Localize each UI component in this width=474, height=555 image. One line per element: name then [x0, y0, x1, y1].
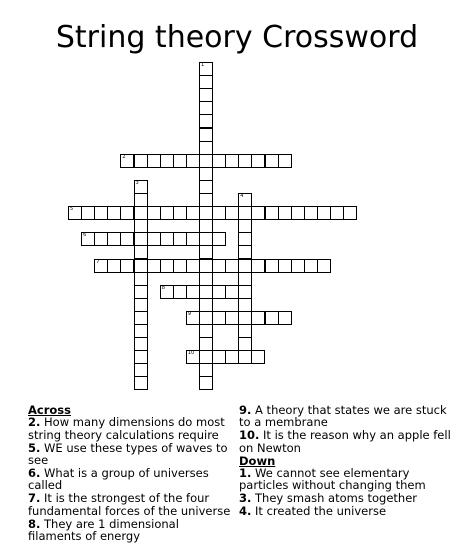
- clue-across-8[interactable]: [28, 518, 233, 543]
- cell-number: 7: [96, 258, 100, 265]
- grid-cell[interactable]: [278, 311, 292, 325]
- clue-text: How many dimensions do most string theory calculations require: [28, 415, 225, 442]
- grid-cell[interactable]: [238, 337, 252, 351]
- grid-cell[interactable]: [225, 311, 239, 325]
- grid-cell[interactable]: [304, 259, 318, 273]
- grid-cell[interactable]: [199, 337, 213, 351]
- grid-cell[interactable]: [134, 259, 148, 273]
- grid-cell[interactable]: [134, 206, 148, 220]
- grid-cell[interactable]: [291, 206, 305, 220]
- clue-number: 4.: [239, 504, 252, 519]
- clues-column-right: [239, 404, 454, 518]
- grid-cell[interactable]: [225, 206, 239, 220]
- clue-down-3[interactable]: [239, 492, 454, 504]
- clue-text: They smash atoms together: [255, 491, 418, 506]
- grid-cell[interactable]: [330, 206, 344, 220]
- grid-cell[interactable]: [199, 376, 213, 390]
- cell-number: 1: [201, 62, 205, 68]
- clue-text: They are 1 dimensional filaments of energy: [28, 516, 179, 544]
- grid-cell[interactable]: [199, 114, 213, 128]
- grid-cell[interactable]: [134, 193, 148, 207]
- grid-cell[interactable]: [199, 180, 213, 194]
- grid-cell[interactable]: [186, 350, 200, 364]
- grid-cell[interactable]: [251, 350, 265, 364]
- grid-cell[interactable]: [68, 206, 82, 220]
- cell-number: 2: [122, 153, 126, 160]
- grid-cell[interactable]: [186, 206, 200, 220]
- grid-cell[interactable]: [134, 350, 148, 364]
- clue-text: It is the reason why an apple fell on Newton: [239, 428, 451, 455]
- grid-cell[interactable]: [199, 167, 213, 181]
- grid-cell[interactable]: [265, 259, 279, 273]
- clue-number: 6.: [28, 466, 41, 481]
- grid-cell[interactable]: [160, 259, 174, 273]
- grid-cell[interactable]: [186, 285, 200, 299]
- clue-across-10[interactable]: [239, 429, 454, 454]
- clue-text: WE use these types of waves to see: [28, 440, 228, 468]
- grid-cell[interactable]: [199, 245, 213, 259]
- grid-cell[interactable]: [199, 324, 213, 338]
- grid-cell[interactable]: [238, 298, 252, 312]
- clue-across-7[interactable]: [28, 492, 233, 517]
- grid-cell[interactable]: [265, 154, 279, 168]
- cell-number: 5: [70, 206, 74, 213]
- grid-cell[interactable]: [265, 311, 279, 325]
- grid-cell[interactable]: [212, 350, 226, 364]
- grid-cell[interactable]: [134, 311, 148, 325]
- grid-cell[interactable]: [81, 206, 95, 220]
- grid-cell[interactable]: [134, 272, 148, 286]
- grid-cell[interactable]: [212, 154, 226, 168]
- grid-cell[interactable]: [134, 324, 148, 338]
- grid-cell[interactable]: [199, 154, 213, 168]
- grid-cell[interactable]: [212, 206, 226, 220]
- clue-text: A theory that states we are stuck to a membrane: [239, 403, 447, 430]
- grid-cell[interactable]: [317, 259, 331, 273]
- clue-number: 3.: [239, 491, 252, 506]
- clue-number: 9.: [239, 403, 252, 417]
- clue-number: 1.: [239, 466, 252, 481]
- grid-cell[interactable]: [186, 259, 200, 273]
- grid-cell[interactable]: [173, 154, 187, 168]
- grid-cell[interactable]: [225, 259, 239, 273]
- cell-number: 6: [83, 232, 87, 239]
- grid-cell[interactable]: [147, 154, 161, 168]
- grid-cell[interactable]: [107, 206, 121, 220]
- grid-cell[interactable]: [278, 206, 292, 220]
- grid-cell[interactable]: [120, 259, 134, 273]
- grid-cell[interactable]: [199, 141, 213, 155]
- grid-cell[interactable]: [134, 363, 148, 377]
- grid-cell[interactable]: [238, 272, 252, 286]
- grid-cell[interactable]: [199, 232, 213, 246]
- grid-cell[interactable]: [160, 154, 174, 168]
- cell-number: 8: [161, 284, 165, 291]
- clue-text: We cannot see elementary particles without changing them: [239, 466, 426, 493]
- grid-cell[interactable]: [238, 259, 252, 273]
- grid-cell[interactable]: [186, 311, 200, 325]
- grid-cell[interactable]: [81, 232, 95, 246]
- grid-cell[interactable]: [199, 193, 213, 207]
- grid-cell[interactable]: [199, 101, 213, 115]
- grid-cell[interactable]: [134, 285, 148, 299]
- grid-cell[interactable]: [147, 206, 161, 220]
- grid-cell[interactable]: [160, 206, 174, 220]
- clue-number: 2.: [28, 415, 41, 430]
- grid-cell[interactable]: [238, 232, 252, 246]
- grid-cell[interactable]: [199, 75, 213, 89]
- grid-cell[interactable]: [173, 206, 187, 220]
- grid-cell[interactable]: [186, 154, 200, 168]
- clue-across-9[interactable]: [239, 404, 454, 429]
- clue-text: What is a group of universes called: [28, 466, 209, 493]
- grid-cell[interactable]: [265, 206, 279, 220]
- clue-number: 7.: [28, 491, 41, 506]
- grid-cell[interactable]: [278, 259, 292, 273]
- clue-number: 8.: [28, 516, 41, 531]
- grid-cell[interactable]: [251, 206, 265, 220]
- clue-across-5[interactable]: [28, 442, 233, 467]
- grid-cell[interactable]: [212, 232, 226, 246]
- clue-down-4[interactable]: [239, 505, 454, 517]
- grid-cell[interactable]: [94, 206, 108, 220]
- grid-cell[interactable]: [147, 232, 161, 246]
- down-heading: Down: [239, 453, 276, 468]
- clue-across-2[interactable]: [28, 416, 233, 441]
- grid-cell[interactable]: [107, 232, 121, 246]
- grid-cell[interactable]: [212, 285, 226, 299]
- grid-cell[interactable]: [238, 285, 252, 299]
- grid-cell[interactable]: [251, 259, 265, 273]
- clue-text: It is the strongest of the four fundamental forces of the universe: [28, 491, 231, 518]
- across-heading: Across: [28, 403, 71, 417]
- grid-cell[interactable]: [251, 311, 265, 325]
- clue-text: It created the universe: [255, 504, 387, 519]
- grid-cell[interactable]: [134, 245, 148, 259]
- grid-cell[interactable]: [238, 324, 252, 338]
- clue-number: 5.: [28, 440, 41, 455]
- grid-cell[interactable]: [94, 259, 108, 273]
- grid-cell[interactable]: [317, 206, 331, 220]
- grid-cell[interactable]: [199, 350, 213, 364]
- grid-cell[interactable]: [225, 154, 239, 168]
- grid-cell[interactable]: [173, 232, 187, 246]
- grid-cell[interactable]: [134, 219, 148, 233]
- grid-cell[interactable]: [199, 128, 213, 142]
- puzzle-title: String theory Crossword: [55, 20, 419, 55]
- grid-cell[interactable]: [238, 193, 252, 207]
- grid-cell[interactable]: [173, 259, 187, 273]
- grid-cell[interactable]: [199, 259, 213, 273]
- grid-cell[interactable]: [134, 154, 148, 168]
- cell-number: 3: [135, 179, 139, 186]
- clue-down-1[interactable]: [239, 467, 454, 492]
- grid-cell[interactable]: [199, 363, 213, 377]
- grid-cell[interactable]: [186, 232, 200, 246]
- grid-cell[interactable]: [212, 311, 226, 325]
- grid-cell[interactable]: [199, 88, 213, 102]
- grid-cell[interactable]: [173, 285, 187, 299]
- grid-cell[interactable]: [120, 206, 134, 220]
- grid-cell[interactable]: [343, 206, 357, 220]
- clue-number: 10.: [239, 428, 260, 443]
- grid-cell[interactable]: [134, 298, 148, 312]
- clues-column-left: [28, 404, 233, 543]
- cell-number: 4: [240, 193, 244, 199]
- grid-cell[interactable]: [199, 311, 213, 325]
- grid-cell[interactable]: [225, 285, 239, 299]
- grid-cell[interactable]: [278, 154, 292, 168]
- grid-cell[interactable]: [107, 259, 121, 273]
- grid-cell[interactable]: [134, 376, 148, 390]
- cell-number: 10: [187, 350, 195, 357]
- grid-cell[interactable]: [291, 259, 305, 273]
- grid-cell[interactable]: [225, 350, 239, 364]
- grid-cell[interactable]: [160, 232, 174, 246]
- grid-cell[interactable]: [199, 272, 213, 286]
- grid-cell[interactable]: [134, 232, 148, 246]
- grid-cell[interactable]: [238, 311, 252, 325]
- grid-cell[interactable]: [238, 245, 252, 259]
- grid-cell[interactable]: [94, 232, 108, 246]
- grid-cell[interactable]: [251, 154, 265, 168]
- grid-cell[interactable]: [134, 180, 148, 194]
- cell-number: 9: [187, 310, 192, 317]
- grid-cell[interactable]: [199, 62, 213, 76]
- grid-cell[interactable]: [238, 350, 252, 364]
- clue-across-6[interactable]: [28, 467, 233, 492]
- grid-cell[interactable]: [238, 219, 252, 233]
- grid-cell[interactable]: [134, 337, 148, 351]
- grid-cell[interactable]: [199, 298, 213, 312]
- grid-cell[interactable]: [199, 206, 213, 220]
- grid-cell[interactable]: [199, 285, 213, 299]
- grid-cell[interactable]: [304, 206, 318, 220]
- grid-cell[interactable]: [212, 259, 226, 273]
- grid-cell[interactable]: [199, 219, 213, 233]
- grid-cell[interactable]: [160, 285, 174, 299]
- grid-cell[interactable]: [120, 154, 134, 168]
- grid-cell[interactable]: [238, 206, 252, 220]
- grid-cell[interactable]: [120, 232, 134, 246]
- grid-cell[interactable]: [238, 154, 252, 168]
- grid-cell[interactable]: [147, 259, 161, 273]
